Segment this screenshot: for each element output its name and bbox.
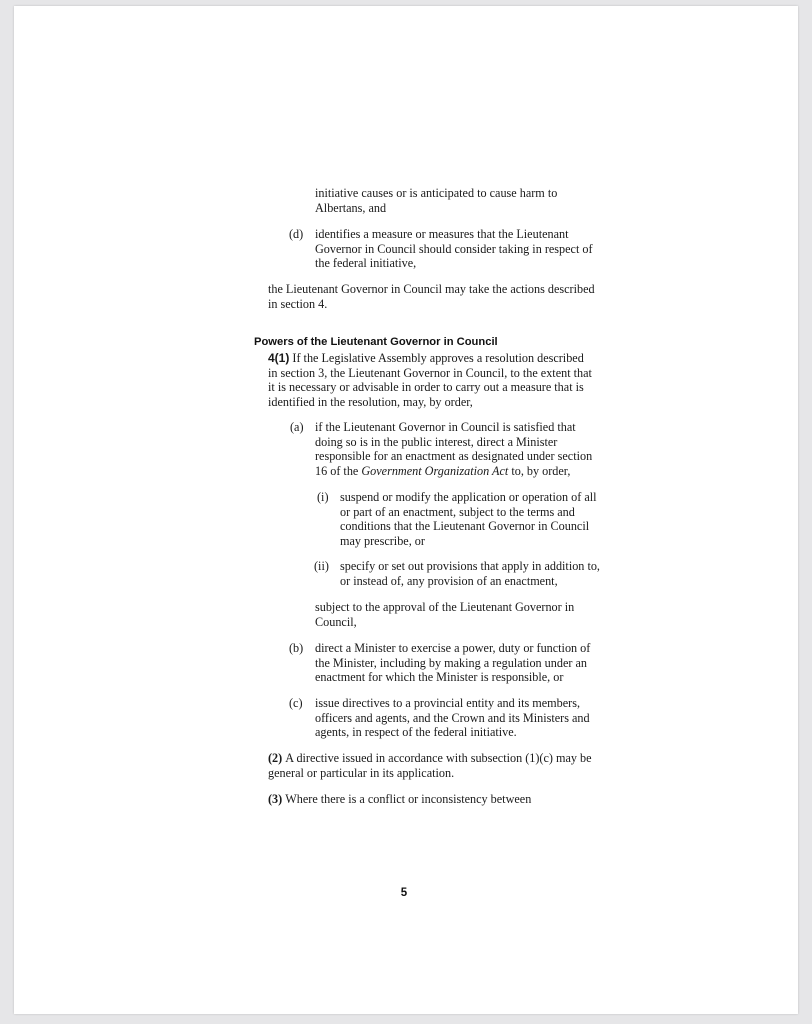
para-d-label: (d) [289,227,304,241]
para-c-label: (c) [289,696,303,710]
subsection-number: (2) [268,751,283,765]
section-number: 4(1) [268,351,290,365]
closing-sentence: the Lieutenant Governor in Council may take the actions described in section 4. [268,282,595,311]
subject-to-approval: subject to the approval of the Lieutenant Governor in Council, [315,600,575,629]
subsection-4-1: 4(1) If the Legislative Assembly approves a resolution described in section 3, the Lieutenant Governor in Council, to the extent that it is necessary or advisable in order to carry out a measure that is identified in the resolution, may, by order, [268,351,592,409]
subsection-4-2: (2) A directive issued in accordance with subsection (1)(c) may be general or particular in its application. [268,751,592,780]
para-c-continuation: initiative causes or is anticipated to cause harm to Albertans, and [315,186,558,215]
sub-ii-text: specify or set out provisions that apply in addition to, or instead of, any provision of an enactment, [340,559,600,588]
para-b-text: direct a Minister to exercise a power, duty or function of the Minister, including by making a regulation under an enactment for which the Minister is responsible, or [315,641,591,685]
para-d-text: identifies a measure or measures that the Lieutenant Governor in Council should consider taking in respect of the federal initiative, [315,227,593,271]
sub-i-label: (i) [317,490,329,504]
subsection-4-3: (3) Where there is a conflict or inconsistency between [268,792,532,806]
page-number: 5 [400,887,408,899]
para-a-text: if the Lieutenant Governor in Council is satisfied that doing so is in the public interest, direct a Minister responsible for an enactment as designated under section 16 of the Government Organization Act to, by order, [315,420,593,478]
para-b-label: (b) [289,641,304,655]
document-page [14,6,798,1014]
sub-i-text: suspend or modify the application or operation of all or part of an enactment, subject to the terms and conditions that the Lieutenant Governor in Council may prescribe, or [340,490,597,548]
para-a-label: (a) [290,420,304,434]
para-c-text: issue directives to a provincial entity and its members, officers and agents, and the Crown and its Ministers and agents, in respect of the federal initiative. [315,696,590,740]
sub-ii-label: (ii) [314,559,329,573]
section-heading: Powers of the Lieutenant Governor in Council [254,336,498,348]
act-title: Government Organization Act [361,463,509,478]
subsection-number: (3) [268,792,283,806]
